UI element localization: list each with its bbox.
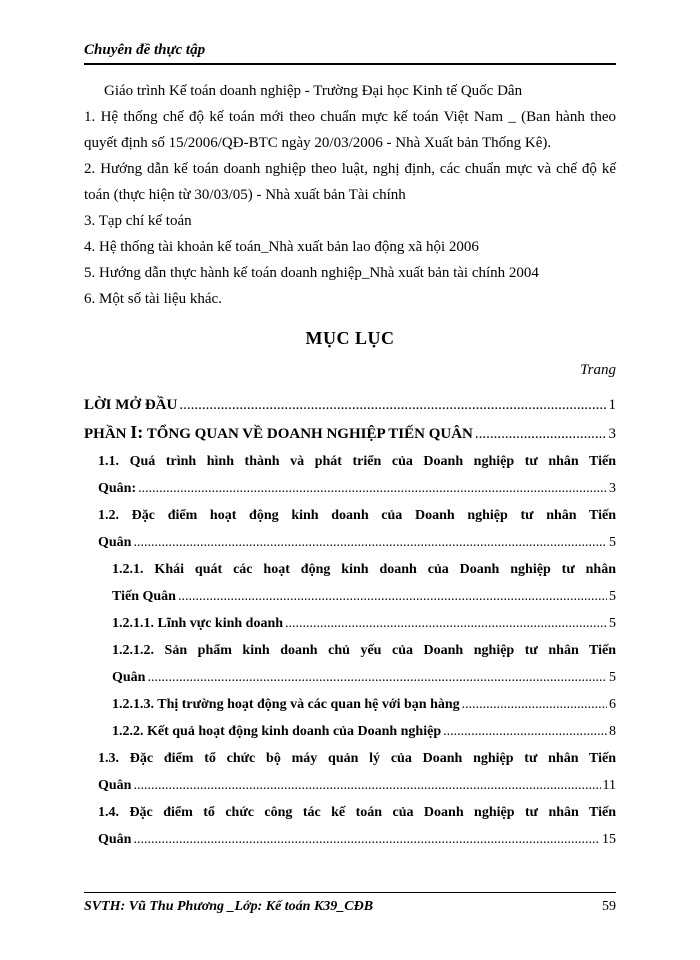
toc-entry-text: 1.2.1.1. Lĩnh vực kinh doanh: [112, 616, 284, 631]
part-title: TỔNG QUAN VỀ DOANH NGHIỆP TIẾN QUÂN: [143, 426, 473, 442]
toc-entry-part-1[interactable]: [84, 419, 616, 448]
toc-entry-page: 15: [602, 832, 616, 847]
toc-entry-text: 1.2.2. Kết quả hoạt động kinh doanh của Doanh nghiệp: [112, 724, 442, 739]
reference-list: [84, 78, 616, 312]
toc-entry-page: 5: [609, 589, 616, 604]
reference-item: Giáo trình Kế toán doanh nghiệp - Trường Đại học Kinh tế Quốc Dân: [104, 83, 523, 99]
reference-item: 4. Hệ thống tài khoản kế toán_Nhà xuất bản lao động xã hội 2006: [84, 239, 479, 255]
toc-entry-1-3[interactable]: [84, 745, 616, 799]
toc-leader: [133, 772, 600, 799]
toc-leader: [178, 583, 607, 610]
toc-entry-line1: 1.2. Đặc điểm hoạt động kinh doanh của Doanh nghiệp tư nhân Tiến: [98, 508, 616, 523]
toc-entry-page: 5: [609, 616, 616, 631]
toc-entry-1-2[interactable]: [84, 502, 616, 556]
toc-leader: [138, 475, 607, 502]
reference-item: 5. Hướng dẫn thực hành kế toán doanh nghiệp_Nhà xuất bản tài chính 2004: [84, 265, 539, 281]
reference-item: 6. Một số tài liệu khác.: [84, 291, 222, 307]
toc-entry-page: 3: [609, 481, 616, 496]
toc-title: MỤC LỤC: [305, 328, 395, 348]
toc-entry-page: 5: [609, 670, 616, 685]
toc-entry-line1: 1.4. Đặc điểm tổ chức công tác kế toán của Doanh nghiệp tư nhân Tiến: [98, 805, 616, 820]
part-prefix: PHẦN: [84, 426, 131, 442]
toc-entry-page: 3: [608, 426, 616, 442]
part-roman: I:: [130, 422, 144, 442]
toc-page-label: Trang: [580, 362, 616, 378]
toc-leader: [475, 421, 607, 448]
toc-entry-text: [84, 419, 473, 448]
toc-entry-1-2-1[interactable]: [84, 556, 616, 610]
toc-entry-1-2-1-2[interactable]: [84, 637, 616, 691]
toc-leader: [133, 826, 600, 853]
toc-entry-line2: Quân:: [98, 481, 137, 496]
toc-entry-line2: Quân: [98, 832, 132, 847]
toc-entry-line1: 1.2.1.2. Sản phẩm kinh doanh chủ yếu của Doanh nghiệp tư nhân Tiến: [112, 643, 616, 658]
toc-entry-line1: 1.1. Quá trình hình thành và phát triển của Doanh nghiệp tư nhân Tiến: [98, 454, 616, 469]
toc-entry-intro[interactable]: [84, 392, 616, 419]
toc-entry-page: 8: [609, 724, 616, 739]
page-header: [84, 42, 616, 65]
reference-item: 2. Hướng dẫn kế toán doanh nghiệp theo luật, nghị định, các chuẩn mực và chế độ kế toán (thực hiện từ 30/03/05) - Nhà xuất bản Tài chính: [84, 161, 616, 203]
toc-leader: [147, 664, 607, 691]
toc-entry-line2: Quân: [98, 778, 132, 793]
footer-page-number: 59: [602, 899, 616, 914]
toc-entry-1-1[interactable]: [84, 448, 616, 502]
toc-entry-text: LỜI MỞ ĐẦU: [84, 397, 178, 413]
reference-item: 1. Hệ thống chế độ kế toán mới theo chuẩn mực kế toán Việt Nam _ (Ban hành theo quyết định số 15/2006/QĐ-BTC ngày 20/03/2006 - Nhà Xuất bản Thống Kê).: [84, 109, 616, 151]
toc-entry-1-2-1-1[interactable]: [84, 610, 616, 637]
reference-item: 3. Tạp chí kế toán: [84, 213, 192, 229]
toc-entry-page: 6: [609, 697, 616, 712]
toc-entry-line1: 1.2.1. Khái quát các hoạt động kinh doanh của Doanh nghiệp tư nhân: [112, 562, 616, 577]
header-title: Chuyên đề thực tập: [84, 42, 206, 58]
toc-leader: [285, 610, 607, 637]
toc-leader: [133, 529, 607, 556]
toc-entry-text: 1.2.1.3. Thị trường hoạt động và các quan hệ với bạn hàng: [112, 697, 460, 712]
toc-entry-line1: 1.3. Đặc điểm tổ chức bộ máy quản lý của Doanh nghiệp tư nhân Tiến: [98, 751, 616, 766]
toc-entry-1-4[interactable]: [84, 799, 616, 853]
toc-entry-page: 5: [609, 535, 616, 550]
toc-leader: [462, 691, 607, 718]
toc-entry-1-2-1-3[interactable]: [84, 691, 616, 718]
toc-entry-line2: Tiến Quân: [112, 589, 176, 604]
footer-author: SVTH: Vũ Thu Phương _Lớp: Kế toán K39_CĐB: [84, 899, 374, 914]
toc-entry-page: 11: [602, 778, 616, 793]
toc-leader: [179, 392, 606, 419]
page-footer: [84, 892, 616, 915]
toc-entry-1-2-2[interactable]: [84, 718, 616, 745]
toc-entry-page: 1: [608, 397, 616, 413]
table-of-contents: [84, 392, 616, 853]
toc-leader: [443, 718, 607, 745]
toc-entry-line2: Quân: [98, 535, 132, 550]
toc-entry-line2: Quân: [112, 670, 146, 685]
